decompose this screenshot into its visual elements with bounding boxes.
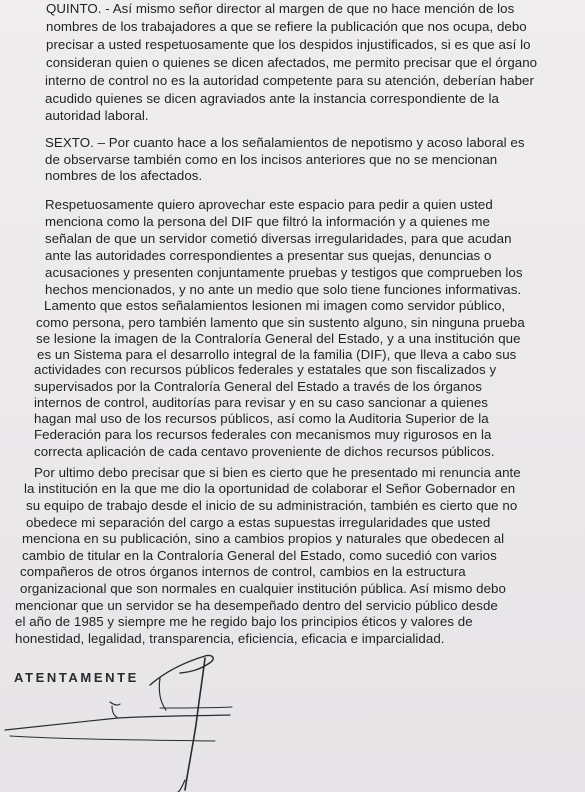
text-line: ante las autoridades correspondientes a presentar sus quejas, denuncias o xyxy=(45,248,492,263)
text-line: menciona en su publicación, sino a cambios propios y naturales que obedecen al xyxy=(22,531,505,546)
text-line: hagan mal uso de los recursos públicos, así como la Auditoria Superior de la xyxy=(34,411,489,426)
text-line: menciona como la persona del DIF que filtró la información y a quienes me xyxy=(45,214,490,229)
text-line: interno de control no es la autoridad competente para su atención, deberían haber xyxy=(45,73,534,88)
text-line: acusaciones y presenten conjuntamente pruebas y testigos que comprueben los xyxy=(45,265,523,280)
text-line: compañeros de otros órganos internos de control, cambios en la estructura xyxy=(20,564,466,579)
text-line: como persona, pero también lamento que sin sustento alguno, sin ninguna prueba xyxy=(36,315,525,330)
text-line: consideran quien o quienes se dicen afectados, me permito precisar que el órgano xyxy=(46,55,538,70)
text-line: es un Sistema para el desarrollo integral de la familia (DIF), que lleva a cabo sus xyxy=(37,347,517,362)
text-line: autoridad laboral. xyxy=(45,108,149,123)
text-line: cambio de titular en la Contraloría General del Estado, como sucedió con varios xyxy=(22,548,497,563)
text-line: se lesione la imagen de la Contraloría General del Estado, y a una institución que xyxy=(36,331,521,346)
text-line: honestidad, legalidad, transparencia, eficiencia, eficacia e imparcialidad. xyxy=(15,631,445,646)
text-line: su equipo de trabajo desde el inicio de su administración, también es cierto que no xyxy=(26,498,518,513)
handwritten-signature xyxy=(0,640,585,792)
text-line: nombres de los trabajadores a que se refiere la publicación que nos ocupa, debo xyxy=(46,19,527,34)
text-line: SEXTO. – Por cuanto hace a los señalamientos de nepotismo y acoso laboral es xyxy=(45,135,525,150)
text-line: Respetuosamente quiero aprovechar este espacio para pedir a quien usted xyxy=(45,197,493,212)
text-line: de observarse también como en los incisos anteriores que no se mencionan xyxy=(45,152,498,167)
text-line: organizacional que son normales en cualquier institución pública. Así mismo debo xyxy=(20,581,506,596)
closing-atentamente: ATENTAMENTE xyxy=(14,670,139,685)
text-line: mencionar que un servidor se ha desempeñado dentro del servicio público desde xyxy=(15,598,498,613)
text-line: precisar a usted respetuosamente que los despidos injustificados, si es que así lo xyxy=(46,37,531,52)
text-line: el año de 1985 y siempre me he regido bajo los principios éticos y valores de xyxy=(15,614,473,629)
text-line: Federación para los recursos federales con mecanismos muy rigurosos en la xyxy=(34,427,492,442)
text-line: QUINTO. - Así mismo señor director al margen de que no hace mención de los xyxy=(46,1,515,16)
text-line: hechos mencionados, y no ante un medio que solo tiene funciones informativas. xyxy=(45,282,522,297)
text-line: actividades con recursos públicos federales y estatales que son fiscalizados y xyxy=(34,362,497,377)
text-line: señalan de que un servidor cometió diversas irregularidades, para que acudan xyxy=(45,231,512,246)
text-line: nombres de los afectados. xyxy=(45,168,203,183)
text-line: acudido quienes se dicen agraviados ante la instancia correspondiente de la xyxy=(45,91,499,106)
text-line: Lamento que estos señalamientos lesionen mi imagen como servidor público, xyxy=(44,298,506,313)
text-line: obedece mi separación del cargo a estas supuestas irregularidades que usted xyxy=(26,515,491,530)
text-line: internos de control, auditorías para revisar y en su caso sancionar a quienes xyxy=(34,395,488,410)
text-line: Por ultimo debo precisar que si bien es cierto que he presentado mi renuncia ante xyxy=(34,465,521,480)
text-line: correcta aplicación de cada centavo proveniente de dichos recursos públicos. xyxy=(34,444,495,459)
text-line: supervisados por la Contraloría General del Estado a través de los órganos xyxy=(34,379,482,394)
text-line: la institución en la que me dio la oportunidad de colaborar el Señor Gobernador en xyxy=(24,481,516,496)
